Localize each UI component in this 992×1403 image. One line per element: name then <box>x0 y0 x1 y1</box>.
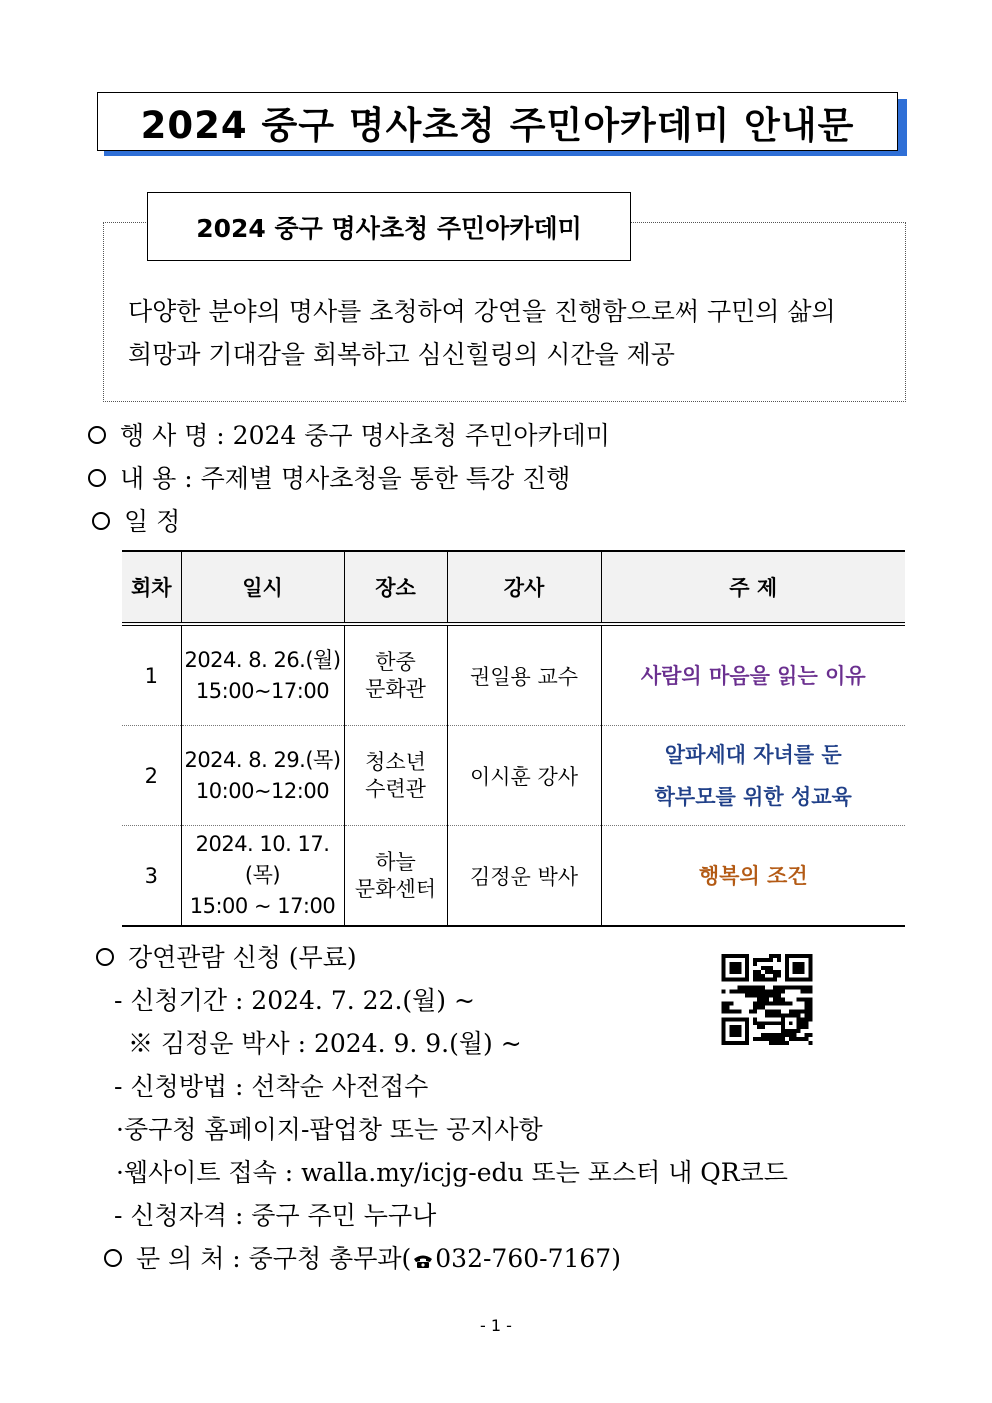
datetime-cell <box>181 826 344 927</box>
apply-note: ※ 김정운 박사 : 2024. 9. 9.(월) ~ <box>128 1029 522 1058</box>
circle-bullet-icon <box>88 469 106 487</box>
place-cell <box>344 624 447 726</box>
summary-heading: 2024 중구 명사초청 주민아카데미 <box>196 213 582 243</box>
topic-cell <box>601 624 905 726</box>
round-cell: 2 <box>122 726 181 826</box>
place-line-1: 하늘 <box>375 849 416 874</box>
topic-line-2: 학부모를 위한 성교육 <box>654 784 852 809</box>
table-header-row <box>122 551 905 624</box>
round-cell: 3 <box>122 826 181 927</box>
apply-heading-line <box>96 938 357 974</box>
place-line-1: 한중 <box>375 649 416 674</box>
apply-period: - 신청기간 : 2024. 7. 22.(월) ~ <box>114 986 475 1015</box>
round-cell: 1 <box>122 624 181 726</box>
place-line-1: 청소년 <box>365 749 426 774</box>
speaker-cell: 권일용 교수 <box>447 624 601 726</box>
contact-label: 문 의 처 : 중구청 총무과( <box>136 1244 412 1273</box>
schedule-text: 일 정 <box>124 507 181 536</box>
date: 2024. 8. 29.(목) <box>184 747 341 772</box>
time: 15:00~17:00 <box>195 678 330 703</box>
page-number: - 1 - <box>480 1316 512 1335</box>
table-row <box>122 826 905 927</box>
content-text: 내 용 : 주제별 명사초청을 통한 특강 진행 <box>120 464 571 493</box>
qr-code-icon[interactable] <box>717 950 817 1049</box>
apply-method-homepage: ·중구청 홈페이지-팝업창 또는 공지사항 <box>116 1115 543 1144</box>
datetime-cell <box>181 624 344 726</box>
date: 2024. 8. 26.(월) <box>184 647 341 672</box>
apply-heading: 강연관람 신청 (무료) <box>128 943 357 972</box>
circle-bullet-icon <box>104 1249 122 1267</box>
topic-line-1: 알파세대 자녀를 둔 <box>664 742 842 767</box>
apply-method: - 신청방법 : 선착순 사전접수 <box>114 1072 429 1101</box>
topic-line-1: 행복의 조건 <box>698 863 808 888</box>
header-datetime: 일시 <box>181 551 344 624</box>
event-name-text: 행 사 명 : 2024 중구 명사초청 주민아카데미 <box>120 421 610 450</box>
content-line <box>88 459 570 495</box>
event-name-line <box>88 416 610 452</box>
summary-description <box>128 290 888 376</box>
topic-line-1: 사람의 마음을 읽는 이유 <box>640 663 866 688</box>
phone-icon <box>412 1253 434 1269</box>
header-round: 회차 <box>122 551 181 624</box>
table-row <box>122 726 905 826</box>
summary-heading-box <box>147 192 631 261</box>
schedule-line <box>92 502 180 538</box>
table-row <box>122 624 905 726</box>
header-speaker: 강사 <box>447 551 601 624</box>
summary-line-1: 다양한 분야의 명사를 초청하여 강연을 진행함으로써 구민의 삶의 <box>128 297 836 326</box>
date: 2024. 10. 17.(목) <box>195 832 330 887</box>
time: 15:00 ~ 17:00 <box>189 894 336 918</box>
place-cell <box>344 726 447 826</box>
contact-number: 032-760-7167) <box>435 1244 621 1273</box>
speaker-cell: 이시훈 강사 <box>447 726 601 826</box>
header-place: 장소 <box>344 551 447 624</box>
contact-line <box>104 1239 621 1275</box>
title-box <box>97 92 898 151</box>
page-title: 2024 중구 명사초청 주민아카데미 안내문 <box>140 103 855 147</box>
topic-cell <box>601 726 905 826</box>
apply-method-website: ·웹사이트 접속 : walla.my/icjg-edu 또는 포스터 내 QR코드 <box>116 1158 788 1187</box>
circle-bullet-icon <box>92 512 110 530</box>
schedule-table <box>122 550 905 927</box>
place-cell <box>344 826 447 927</box>
summary-line-2: 희망과 기대감을 회복하고 심신힐링의 시간을 제공 <box>128 340 675 369</box>
place-line-2: 문화센터 <box>354 876 437 901</box>
header-topic: 주 제 <box>601 551 905 624</box>
circle-bullet-icon <box>88 426 106 444</box>
speaker-cell: 김정운 박사 <box>447 826 601 927</box>
place-line-2: 문화관 <box>365 676 426 701</box>
place-line-2: 수련관 <box>365 776 426 801</box>
circle-bullet-icon <box>96 948 114 966</box>
apply-eligibility: - 신청자격 : 중구 주민 누구나 <box>114 1201 437 1230</box>
datetime-cell <box>181 726 344 826</box>
time: 10:00~12:00 <box>195 778 330 803</box>
topic-cell <box>601 826 905 927</box>
